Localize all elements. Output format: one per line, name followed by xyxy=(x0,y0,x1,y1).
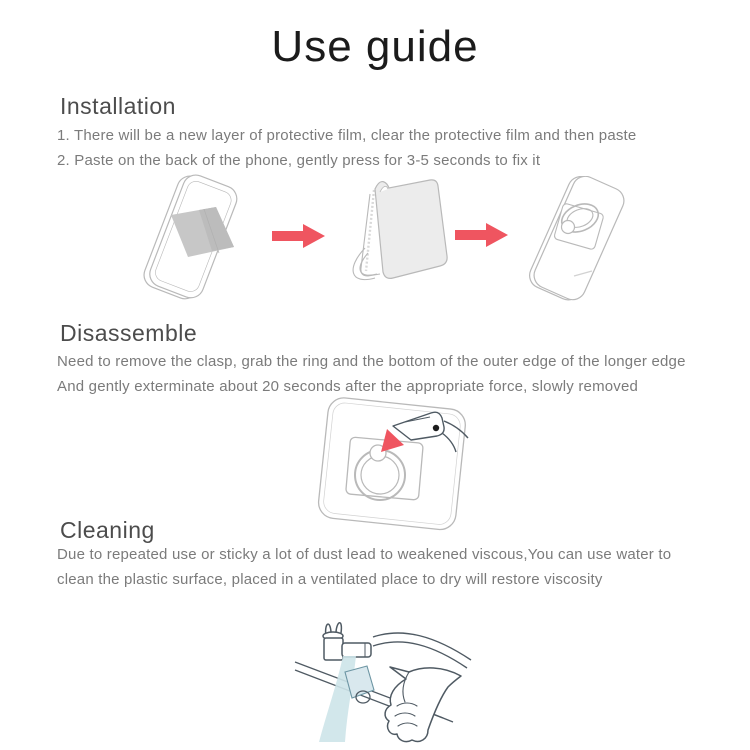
page-title: Use guide xyxy=(271,22,479,71)
pry-ring-holder-with-tool-illustration xyxy=(293,396,511,536)
rinse-under-faucet-illustration xyxy=(293,610,478,750)
disassemble-line-2: And gently exterminate about 20 seconds after the appropriate force, slowly removed xyxy=(57,378,639,395)
pry-ring-holder-icon xyxy=(293,396,511,536)
disassemble-line-1: Need to remove the clasp, grab the ring and the bottom of the outer edge of the longer edge xyxy=(57,353,686,370)
phone-with-ring-holder-illustration xyxy=(508,176,650,304)
arrow-right-icon xyxy=(272,221,326,251)
section-heading-disassemble: Disassemble xyxy=(60,320,198,346)
rinse-under-faucet-icon xyxy=(293,610,478,750)
phone-with-film-icon xyxy=(116,174,268,304)
film-peeling-illustration xyxy=(330,172,458,300)
cleaning-line-1: Due to repeated use or sticky a lot of dust lead to weakened viscous,You can use water to xyxy=(57,546,672,563)
arrow-right-icon xyxy=(454,220,510,250)
phone-with-ring-holder-icon xyxy=(508,176,650,304)
film-peeling-icon xyxy=(330,172,458,300)
installation-step-1: 1. There will be a new layer of protective film, clear the protective film and then paste xyxy=(57,127,637,144)
cleaning-line-2: clean the plastic surface, placed in a ventilated place to dry will restore viscosity xyxy=(57,571,603,588)
phone-with-film-illustration xyxy=(116,174,268,304)
installation-step-2: 2. Paste on the back of the phone, gently press for 3-5 seconds to fix it xyxy=(57,152,541,169)
section-heading-cleaning: Cleaning xyxy=(60,517,155,543)
section-heading-installation: Installation xyxy=(60,93,176,119)
